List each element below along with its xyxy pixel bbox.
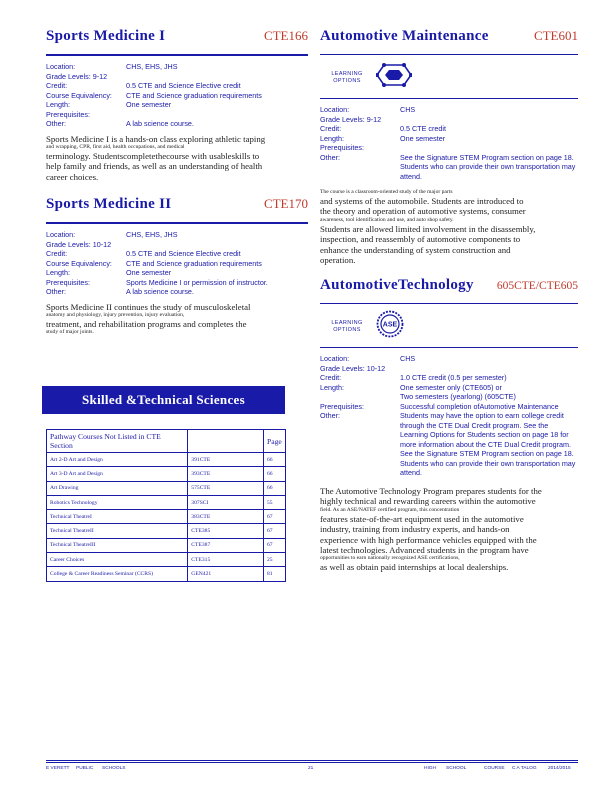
- code-cell: CTE315: [188, 553, 264, 567]
- footer-course: COURSE: [484, 766, 505, 771]
- info-row: [320, 364, 578, 374]
- description-line: The Automotive Technology Program prepares students for the: [320, 485, 542, 496]
- info-row: [46, 287, 308, 297]
- page-number: 21: [308, 766, 314, 771]
- sports-medicine-1-section: [46, 28, 308, 182]
- course-info-list: [320, 354, 578, 478]
- description-line: highly technical and rewarding careers within the automotive: [320, 496, 536, 507]
- info-value: One semester: [126, 100, 172, 109]
- info-value: 0.5 CTE and Science Elective credit: [126, 81, 241, 90]
- info-row: [46, 268, 308, 278]
- footer-rule: [46, 762, 578, 763]
- info-label: Course Equivalency:: [46, 90, 112, 100]
- info-value: Two semesters (yearlong) (605CTE): [400, 392, 516, 402]
- info-row: [46, 72, 308, 82]
- description-line: opportunities to earn nationally recognized ASE certifications,: [320, 555, 460, 562]
- info-label: Location:: [46, 62, 76, 71]
- course-cell: Robotics Technology: [47, 495, 188, 509]
- pathway-courses-table: [46, 429, 286, 582]
- info-row: [320, 354, 578, 364]
- table-row: [47, 467, 286, 481]
- info-row: [46, 100, 308, 110]
- course-cell: College & Career Readiness Seminar (CCRS): [47, 567, 188, 581]
- info-value: CHS: [400, 354, 416, 364]
- info-label: Grade Levels: 10-12: [320, 363, 386, 373]
- info-row: [46, 240, 308, 250]
- course-header: [320, 277, 578, 301]
- stem-hexagon-icon: [376, 63, 412, 92]
- info-label: [320, 449, 400, 478]
- info-value: Students may have the option to earn college credit through the CTE Dual Credit program. See the Learning Options for Students section on page 18 for more information about the CTE Dual Credit program.: [400, 411, 571, 449]
- info-label: Prerequisites:: [320, 401, 364, 411]
- skilled-technical-banner: Skilled &Technical Sciences: [42, 386, 285, 414]
- info-label: Length:: [46, 268, 70, 278]
- ase-seal-icon: [376, 310, 404, 343]
- info-label: Prerequisites:: [46, 109, 90, 119]
- info-row: [46, 230, 308, 240]
- info-label: Length:: [320, 382, 344, 392]
- page-cell: 66: [263, 481, 285, 495]
- footer-rule: [46, 760, 578, 761]
- automotive-technology-section: [320, 277, 578, 572]
- info-value: CTE and Science graduation requirements: [126, 258, 262, 268]
- code-cell: 307SCI: [188, 495, 264, 509]
- column-header: Page: [263, 430, 285, 453]
- svg-text:ASE: ASE: [382, 321, 398, 329]
- description-line: enhance the understanding of system construction and: [320, 244, 511, 255]
- info-value: [400, 143, 578, 153]
- info-value: See the Signature STEM Program section on page 18. Students who can provide their own transportation may attend.: [400, 152, 576, 181]
- info-value: CHS: [400, 105, 416, 114]
- info-value: 1.0 CTE credit (0.5 per semester): [400, 373, 507, 383]
- info-row: [46, 119, 308, 129]
- description-line: study of major joints.: [46, 329, 94, 336]
- info-row: [320, 373, 578, 383]
- description-line: as well as obtain paid internships at local dealerships.: [320, 562, 509, 573]
- footer-public: PUBLIC: [76, 766, 94, 771]
- table-row: [47, 510, 286, 524]
- course-title: AutomotiveTechnology: [320, 277, 474, 294]
- table-row: [47, 538, 286, 552]
- info-value: CHS, EHS, JHS: [126, 230, 178, 240]
- description-line: field. As an ASE/NATEF certified program, this concentration: [320, 506, 460, 513]
- table-row: [47, 481, 286, 495]
- info-label: Other:: [320, 411, 340, 421]
- info-row: [46, 81, 308, 91]
- course-code: CTE166: [263, 28, 308, 43]
- automotive-maintenance-section: [320, 28, 578, 265]
- course-description: [320, 486, 578, 573]
- description-line: operation.: [320, 255, 356, 266]
- info-label: Other:: [46, 287, 66, 297]
- info-row: [320, 402, 578, 412]
- code-cell: 575CTE: [188, 481, 264, 495]
- description-line: anatomy and physiology, injury prevention, injury evaluation,: [46, 312, 185, 319]
- title-divider: [46, 222, 308, 224]
- code-cell: 391CTE: [188, 453, 264, 467]
- info-row: [46, 278, 308, 288]
- table-header-row: [47, 430, 286, 453]
- page-cell: 66: [263, 467, 285, 481]
- info-label: Other:: [46, 119, 66, 128]
- info-value: [480, 115, 578, 125]
- page-cell: 67: [263, 524, 285, 538]
- course-cell: Technical TheatreI: [47, 510, 188, 524]
- info-value: [210, 240, 308, 250]
- course-cell: Technical TheatreII: [47, 524, 188, 538]
- description-line: career choices.: [46, 171, 99, 182]
- learning-options-box: [320, 306, 578, 348]
- page-cell: 81: [263, 567, 285, 581]
- course-title: Automotive Maintenance: [320, 28, 489, 44]
- info-label: Location:: [46, 230, 76, 240]
- info-row: [320, 143, 578, 153]
- column-header: [188, 430, 264, 453]
- table-row: [47, 453, 286, 467]
- info-value: Successful completion ofAutomotive Maintenance: [400, 401, 559, 411]
- info-value: Sports Medicine I or permission of instructor.: [126, 277, 268, 287]
- course-description: [46, 302, 308, 337]
- info-value: One semester only (CTE605) or: [400, 382, 502, 392]
- description-line: latest technologies. Advanced students in the program have: [320, 544, 529, 555]
- description-line: The course is a classroom-oriented study of the major parts: [320, 189, 453, 195]
- code-cell: CTE387: [188, 538, 264, 552]
- info-row: [320, 124, 578, 134]
- info-value: One semester: [126, 268, 172, 278]
- footer-high: HIGH: [424, 766, 436, 771]
- info-row: [46, 249, 308, 259]
- footer-catalog: C A TALOG: [512, 766, 537, 771]
- description-line: inspection, and reassembly of automotive components to: [320, 234, 521, 245]
- info-row: [46, 110, 308, 120]
- page-cell: 25: [263, 553, 285, 567]
- course-cell: Art 2-D Art and Design: [47, 453, 188, 467]
- page-cell: 55: [263, 495, 285, 509]
- info-row: [320, 153, 578, 182]
- table-row: [47, 495, 286, 509]
- info-label: Location:: [320, 105, 350, 114]
- info-label: Grade Levels: 9-12: [320, 114, 382, 124]
- description-line: features state-of-the-art equipment used in the automotive: [320, 513, 524, 524]
- info-value: 0.5 CTE and Science Elective credit: [126, 249, 241, 259]
- info-row: [320, 411, 578, 449]
- footer-district: E VERETT: [46, 766, 70, 771]
- info-label: Other:: [320, 152, 340, 162]
- info-label: Credit:: [46, 249, 68, 259]
- info-value: A lab science course.: [126, 119, 194, 128]
- info-row: [46, 62, 308, 72]
- info-value: One semester: [400, 133, 446, 143]
- info-label: Course Equivalency:: [46, 258, 112, 268]
- course-cell: Career Choices: [47, 553, 188, 567]
- description-line: awareness, tool identification and use, and auto shop safety.: [320, 216, 454, 223]
- info-row: [320, 383, 578, 393]
- description-line: treatment, and rehabilitation programs and completes the: [46, 319, 247, 330]
- description-line: and wrapping, CPR, first aid, health occupations, and medical: [46, 143, 185, 150]
- info-value: CTE and Science graduation requirements: [126, 90, 262, 100]
- info-value: [208, 72, 308, 82]
- info-value: [126, 110, 308, 120]
- footer-year: 2014/2015: [548, 766, 571, 771]
- info-label: Credit:: [320, 373, 342, 383]
- description-line: and systems of the automobile. Students are introduced to: [320, 196, 524, 206]
- course-header: [46, 28, 308, 52]
- course-title: Sports Medicine I: [46, 28, 166, 44]
- course-cell: Art Drawing: [47, 481, 188, 495]
- course-code: CTE170: [263, 196, 308, 212]
- info-value: [482, 364, 578, 374]
- learning-options-label: LEARNING OPTIONS: [331, 70, 363, 84]
- description-line: terminology. Studentscompletethecourse with usableskills to: [46, 150, 260, 161]
- info-row: [320, 392, 578, 402]
- table-row: [47, 524, 286, 538]
- course-info-list: [46, 230, 308, 297]
- table-row: [47, 567, 286, 581]
- info-row: [320, 449, 578, 478]
- title-divider: [320, 54, 578, 55]
- info-label: Grade Levels: 9-12: [46, 71, 108, 81]
- course-cell: Art 3-D Art and Design: [47, 467, 188, 481]
- info-row: [320, 105, 578, 115]
- description-line: experience with high performance vehicles equipped with the: [320, 534, 537, 545]
- info-value: 0.5 CTE credit: [400, 124, 446, 133]
- info-label: Prerequisites:: [46, 277, 90, 287]
- info-label: Length:: [46, 100, 70, 109]
- info-row: [46, 91, 308, 101]
- column-header: Pathway Courses Not Listed in CTE Section: [47, 430, 188, 453]
- info-row: [320, 115, 578, 125]
- course-cell: Technical TheatreIII: [47, 538, 188, 552]
- table-row: [47, 553, 286, 567]
- code-cell: 393CTE: [188, 467, 264, 481]
- footer-school: SCHOOL: [446, 766, 467, 771]
- info-value: A lab science course.: [126, 287, 194, 297]
- course-description: [46, 134, 308, 183]
- left-column: [46, 28, 308, 336]
- code-cell: CTE385: [188, 524, 264, 538]
- course-code: 605CTE/CTE605: [496, 280, 578, 293]
- info-label: Location:: [320, 354, 350, 364]
- info-label: Grade Levels: 10-12: [46, 239, 112, 249]
- info-label: Length:: [320, 133, 344, 143]
- info-value: See the Signature STEM Program section on page 18. Students who can provide their own transportation may attend.: [400, 449, 576, 478]
- course-info-list: [320, 105, 578, 181]
- title-divider: [320, 303, 578, 304]
- code-cell: GEN421: [188, 567, 264, 581]
- description-line: Students are allowed limited involvement in the disassembly,: [320, 223, 536, 234]
- description-line: help family and friends, as well as an understanding of health: [46, 161, 263, 172]
- info-row: [46, 259, 308, 269]
- page-cell: 67: [263, 510, 285, 524]
- info-label: [320, 392, 400, 402]
- course-info-list: [46, 62, 308, 129]
- course-code: CTE601: [533, 28, 578, 43]
- footer-schools: SCHOOLS: [102, 766, 126, 771]
- info-value: CHS, EHS, JHS: [126, 62, 178, 71]
- info-row: [320, 134, 578, 144]
- sports-medicine-2-section: [46, 196, 308, 336]
- code-cell: 383CTE: [188, 510, 264, 524]
- learning-options-box: [320, 57, 578, 99]
- learning-options-label: LEARNING OPTIONS: [331, 319, 363, 333]
- right-column: [320, 28, 578, 573]
- course-header: [320, 28, 578, 52]
- info-label: Credit:: [46, 81, 68, 90]
- description-line: Sports Medicine I is a hands-on class exploring athletic taping: [46, 133, 266, 144]
- course-description: [320, 189, 578, 265]
- course-title: Sports Medicine II: [46, 196, 172, 213]
- info-label: Prerequisites:: [320, 143, 364, 152]
- description-line: the theory and operation of automotive systems, consumer: [320, 206, 526, 217]
- description-line: Sports Medicine II continues the study of musculoskeletal: [46, 301, 251, 312]
- description-line: industry, training from industry experts, and hands-on: [320, 524, 510, 535]
- course-header: [46, 196, 308, 220]
- page-cell: 67: [263, 538, 285, 552]
- title-divider: [46, 54, 308, 56]
- info-label: Credit:: [320, 124, 342, 133]
- page-cell: 66: [263, 453, 285, 467]
